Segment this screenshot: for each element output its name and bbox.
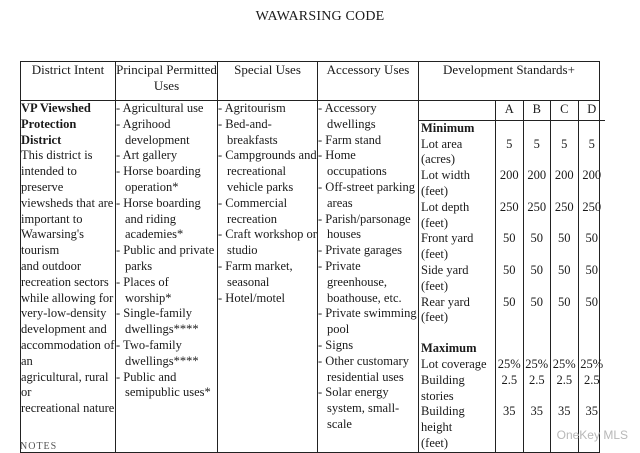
list-item: - Solar energy system, small-scale (318, 385, 400, 431)
list-item: - Private swimming pool (318, 306, 417, 337)
dev-value: 5 (523, 137, 551, 169)
dev-label-header (419, 101, 495, 121)
dev-value: 250 (495, 200, 523, 232)
header-principal-uses: Principal Permitted Uses (116, 62, 218, 101)
dev-spacer (578, 341, 606, 357)
dev-value: 250 (578, 200, 606, 232)
dev-value: 50 (550, 295, 578, 327)
dev-value: 5 (550, 137, 578, 169)
list-item: - Horse boarding and riding academies* (116, 195, 201, 242)
dev-spacer (550, 121, 578, 137)
list-item: - Parish/parsonage houses (318, 211, 411, 242)
special-uses-list (218, 101, 317, 306)
header-district-intent: District Intent (21, 62, 116, 101)
dev-value: 2.5 (550, 373, 578, 405)
list-item: - Agrihood development (116, 116, 190, 147)
list-item: - Private greenhouse, boathouse, etc. (318, 258, 402, 305)
watermark: OneKey MLS (556, 428, 628, 442)
dev-value: 35 (523, 404, 551, 436)
dev-value: 50 (495, 263, 523, 295)
dev-value: 200 (550, 168, 578, 200)
dev-value: 2.5 (578, 373, 606, 405)
description-line: development and (21, 322, 107, 337)
dev-value: 25% (550, 357, 578, 373)
list-item: - Signs (318, 337, 354, 352)
dev-value: 50 (523, 231, 551, 263)
dev-gap (550, 326, 578, 341)
dev-value: 250 (523, 200, 551, 232)
list-item: - Commercial recreation (218, 195, 288, 226)
list-item: - Public and semipublic uses* (116, 369, 211, 400)
dev-value: 2.5 (523, 373, 551, 405)
dev-value: 50 (550, 263, 578, 295)
list-item: - Craft workshop or studio (218, 227, 317, 258)
dev-spacer (578, 121, 606, 137)
dev-value: 35 (495, 404, 523, 436)
dev-value: 5 (495, 137, 523, 169)
list-item: - Agritourism (218, 101, 286, 115)
dev-value: 50 (523, 263, 551, 295)
list-item: - Bed-and-breakfasts (218, 116, 278, 147)
list-item: - Hotel/motel (218, 290, 285, 305)
dev-row-label: (feet) (421, 435, 449, 450)
description-line: This district is (21, 148, 93, 163)
dev-value: 2.5 (495, 373, 523, 405)
dev-value: 200 (495, 168, 523, 200)
dev-row-label: Side yard (feet) (421, 262, 469, 293)
dev-gap (419, 326, 495, 341)
dev-value: 35 (550, 404, 578, 436)
list-item: - Horse boarding operation* (116, 164, 201, 194)
dev-value: 50 (495, 295, 523, 327)
dev-column-b: B (523, 101, 551, 121)
dev-spacer (495, 121, 523, 137)
list-item: - Single-family dwellings**** (116, 306, 199, 337)
dev-spacer (550, 341, 578, 357)
description-line: very-low-density (21, 306, 107, 321)
list-item: - Campgrounds and recreational vehicle parks (218, 148, 317, 194)
dev-value (523, 436, 551, 452)
dev-value: 5 (578, 137, 606, 169)
dev-value: 50 (495, 231, 523, 263)
dev-standards-grid (419, 101, 604, 452)
list-item: - Two-family dwellings**** (116, 337, 199, 368)
accessory-uses-cell (318, 101, 419, 453)
dev-gap (578, 326, 606, 341)
description-line: intended to preserve (21, 164, 77, 194)
dev-row-label: Building stories (421, 372, 465, 403)
dev-value: 25% (523, 357, 551, 373)
district-description (21, 148, 115, 417)
dev-value: 200 (523, 168, 551, 200)
list-item: - Places of worship* (116, 274, 172, 305)
dev-spacer (523, 121, 551, 137)
dev-value: 50 (578, 295, 606, 327)
principal-uses-list (116, 101, 217, 401)
dev-value: 25% (495, 357, 523, 373)
description-line: recreational nature (21, 401, 115, 416)
dev-value: 35 (578, 404, 606, 436)
dev-column-a: A (495, 101, 523, 121)
list-item: - Farm market, seasonal (218, 258, 293, 289)
list-item: - Off-street parking areas (318, 179, 415, 210)
principal-uses-cell (116, 101, 218, 453)
description-line: accommodation of an (21, 337, 115, 368)
description-line: important to (21, 211, 83, 226)
dev-row-label: Lot coverage (421, 356, 487, 371)
dev-column-c: C (550, 101, 578, 121)
dev-value: 250 (550, 200, 578, 232)
dev-value: 200 (578, 168, 606, 200)
dev-row-label: Front yard (feet) (421, 231, 474, 262)
description-line: and outdoor (21, 258, 82, 273)
dev-standards-cell (419, 101, 604, 453)
list-item: - Public and private parks (116, 243, 215, 273)
dev-value (495, 436, 523, 452)
dev-spacer (523, 341, 551, 357)
dev-spacer (495, 341, 523, 357)
description-line: viewsheds that are (21, 195, 114, 210)
page-title: WAWARSING CODE (255, 9, 385, 24)
description-line: recreation sectors (21, 274, 109, 289)
dev-value: 50 (523, 295, 551, 327)
dev-section-maximum: Maximum (421, 341, 477, 356)
dev-row-label: Lot depth (feet) (421, 199, 470, 230)
list-item: - Other customary residential uses (318, 353, 409, 384)
dev-gap (495, 326, 523, 341)
accessory-uses-list (318, 101, 418, 433)
header-special-uses: Special Uses (218, 62, 318, 101)
district-name: VP Viewshed Protection District (21, 101, 91, 147)
description-line: while allowing for (21, 290, 114, 305)
list-item: - Art gallery (116, 148, 178, 163)
list-item: - Farm stand (318, 132, 382, 147)
dev-row-label: Lot width (feet) (421, 168, 470, 198)
dev-row-label: Rear yard (feet) (421, 294, 470, 325)
list-item: - Home occupations (318, 148, 387, 179)
dev-row-label: Building height (421, 404, 465, 435)
description-line: Wawarsing's tourism (21, 227, 85, 258)
header-dev-standards: Development Standards+ (419, 62, 600, 101)
dev-value: 50 (550, 231, 578, 263)
zoning-table (20, 61, 604, 453)
table-row-vp-district (21, 101, 600, 453)
table-header-row (21, 62, 600, 101)
dev-value: 25% (578, 357, 606, 373)
description-line: agricultural, rural or (21, 369, 109, 400)
dev-row-label: Lot area (acres) (421, 136, 463, 167)
dev-value: 50 (578, 231, 606, 263)
district-intent-cell (21, 101, 116, 453)
dev-section-minimum: Minimum (421, 120, 475, 135)
notes-fragment: NOTES (20, 441, 58, 452)
list-item: - Accessory dwellings (318, 101, 377, 131)
list-item: - Private garages (318, 243, 402, 258)
dev-column-d: D (578, 101, 606, 121)
list-item: - Agricultural use (116, 101, 204, 115)
header-accessory-uses: Accessory Uses (318, 62, 419, 101)
special-uses-cell (218, 101, 318, 453)
dev-gap (523, 326, 551, 341)
dev-value: 50 (578, 263, 606, 295)
